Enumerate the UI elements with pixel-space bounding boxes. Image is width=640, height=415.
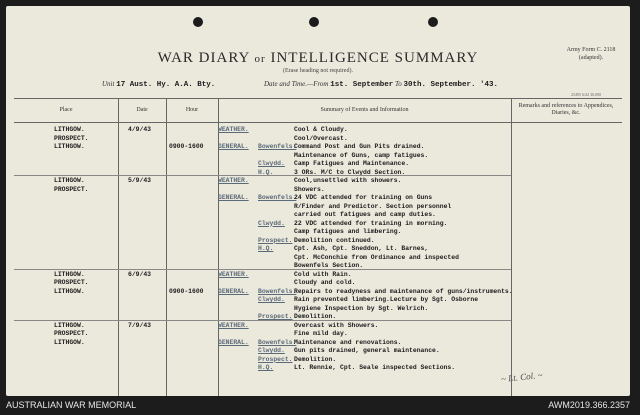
entry-location: Bowenfels. bbox=[258, 287, 297, 295]
entry-location: Prospect. bbox=[258, 355, 293, 363]
entry-place: PROSPECT. bbox=[54, 134, 89, 142]
entry-key: WEATHER. bbox=[218, 321, 249, 329]
entry-place: LITHGOW. bbox=[54, 338, 85, 346]
entry-location: Clwydd. bbox=[258, 347, 285, 354]
entry-text: Command Post and Gun Pits drained. bbox=[294, 143, 425, 150]
column-header-summary: Summary of Events and Information bbox=[320, 106, 409, 113]
date-time-label: Date and Time.—From bbox=[264, 80, 329, 88]
entry-location: H.Q. bbox=[258, 245, 274, 252]
entry-place: PROSPECT. bbox=[54, 279, 89, 286]
entry-date: 4/9/43 bbox=[128, 126, 152, 133]
entry-location: Bowenfels. bbox=[258, 143, 297, 150]
entry-text: Bowenfels Section. bbox=[294, 262, 364, 269]
entry-text: Hygiene Inspection by Sgt. Welrich. bbox=[294, 304, 429, 312]
entry-text: 22 VDC attended for training in morning. bbox=[294, 219, 448, 227]
entry-text: Cpt. Ash, Cpt. Sneddon, Lt. Barnes, bbox=[294, 245, 429, 252]
entry-date: 5/9/43 bbox=[128, 177, 152, 184]
entry-place: LITHGOW. bbox=[54, 143, 85, 150]
entry-text: Cool & Cloudy. bbox=[294, 126, 348, 133]
entry-text: 3 ORs. M/C to Clwydd Section. bbox=[294, 168, 406, 176]
adapted-note: (adapted). bbox=[578, 55, 604, 61]
footer-accession-number: AWM2019.366.2357 bbox=[548, 400, 630, 410]
entry-text: Overcast with Showers. bbox=[294, 321, 379, 329]
entry-key: WEATHER. bbox=[218, 126, 249, 133]
entry-separator bbox=[14, 269, 511, 270]
entry-date: 6/9/43 bbox=[128, 270, 152, 278]
punch-hole bbox=[428, 17, 438, 27]
entry-location: H.Q. bbox=[258, 364, 274, 371]
entry-key: GENERAL. bbox=[218, 194, 249, 201]
entry-text: Cool/Overcast. bbox=[294, 134, 348, 142]
entry-place: LITHGOW. bbox=[54, 126, 85, 133]
entry-location: H.Q. bbox=[258, 168, 274, 176]
document-title bbox=[6, 50, 630, 67]
entry-text: Lt. Rennie, Cpt. Seale inspected Sections. bbox=[294, 364, 456, 371]
entry-text: Demolition continued. bbox=[294, 236, 375, 244]
entry-key: GENERAL. bbox=[218, 143, 249, 150]
entry-date: 7/9/43 bbox=[128, 321, 152, 329]
entry-text: 24 VDC attended for training on Guns bbox=[294, 194, 433, 201]
column-header-hour: Hour bbox=[185, 106, 199, 113]
entry-location: Prospect. bbox=[258, 313, 293, 320]
entry-text: Showers. bbox=[294, 185, 325, 193]
entry-hour: 0900-1600 bbox=[169, 287, 204, 295]
column-header-remarks: Remarks and references to Appendices, Diaries, &c. bbox=[518, 103, 614, 116]
entry-text: Camp Fatigues and Maintenance. bbox=[294, 160, 410, 167]
entry-place: LITHGOW. bbox=[54, 321, 85, 329]
title-intelligence-summary: INTELLIGENCE SUMMARY bbox=[270, 50, 479, 66]
entry-place: LITHGOW. bbox=[54, 177, 85, 184]
entry-location: Bowenfels. bbox=[258, 194, 297, 201]
entry-text: Repairs to readyness and maintenance of guns/instruments. bbox=[294, 287, 513, 295]
punch-hole bbox=[193, 17, 203, 27]
entry-text: Cloudy and cold. bbox=[294, 279, 356, 286]
entry-text: Camp fatigues and limbering. bbox=[294, 228, 402, 235]
entry-text: Fine mild day. bbox=[294, 330, 348, 337]
title-war-diary: WAR DIARY bbox=[157, 50, 250, 66]
entry-key: GENERAL. bbox=[218, 287, 249, 295]
entry-text: Cool,unsettled with showers. bbox=[294, 177, 402, 184]
to-label: To bbox=[395, 80, 402, 88]
column-divider bbox=[511, 98, 512, 396]
entry-text: Cold with Rain. bbox=[294, 270, 352, 278]
entry-key: WEATHER. bbox=[218, 270, 249, 278]
entry-text: Demolition. bbox=[294, 313, 337, 320]
entry-text: Gun pits drained, general maintenance. bbox=[294, 347, 440, 354]
form-code: 25495 6/42 30,000 bbox=[571, 92, 602, 97]
entry-separator bbox=[14, 320, 511, 321]
column-divider bbox=[118, 98, 119, 396]
entry-key: GENERAL. bbox=[218, 338, 249, 346]
entry-text: R/Finder and Predictor. Section personnel bbox=[294, 202, 452, 210]
subtitle: (Erase heading not required). bbox=[283, 68, 353, 74]
from-value: 1st. September bbox=[330, 81, 394, 89]
title-or: or bbox=[254, 53, 266, 65]
to-value: 30th. September. '43. bbox=[403, 81, 499, 89]
unit-field bbox=[102, 80, 215, 89]
entry-location: Clwydd. bbox=[258, 160, 285, 167]
entry-text: Rain prevented limbering.Lecture by Sgt. Osborne bbox=[294, 296, 479, 303]
entry-text: Demolition. bbox=[294, 355, 337, 363]
entry-place: LITHGOW. bbox=[54, 270, 85, 278]
entry-location: Prospect. bbox=[258, 236, 293, 244]
unit-value: 17 Aust. Hy. A.A. Bty. bbox=[116, 81, 216, 89]
entry-place: PROSPECT. bbox=[54, 330, 89, 337]
signature: ~ Lt. Col. ~ bbox=[500, 369, 543, 385]
entry-text: carried out fatigues and camp duties. bbox=[294, 211, 436, 218]
column-header-date: Date bbox=[136, 106, 148, 113]
entry-location: Bowenfels. bbox=[258, 338, 297, 346]
column-divider bbox=[166, 98, 167, 396]
date-range-field bbox=[264, 80, 498, 89]
entry-location: Clwydd. bbox=[258, 219, 285, 227]
entry-text: Maintenance of Guns, camp fatigues. bbox=[294, 151, 429, 159]
punch-hole bbox=[309, 17, 319, 27]
unit-label: Unit bbox=[102, 80, 115, 88]
entry-text: Maintenance and renovations. bbox=[294, 338, 402, 346]
footer-institution: AUSTRALIAN WAR MEMORIAL bbox=[6, 400, 137, 410]
entry-location: Clwydd. bbox=[258, 296, 285, 303]
army-form-number: Army Form C. 2118 bbox=[566, 47, 616, 53]
entry-text: Cpt. McConchie from Ordinance and inspected bbox=[294, 253, 459, 261]
table-header-rule bbox=[14, 122, 622, 123]
entry-key: WEATHER. bbox=[218, 177, 249, 184]
entry-hour: 0900-1600 bbox=[169, 143, 204, 150]
entry-separator bbox=[14, 175, 511, 176]
column-header-place: Place bbox=[59, 106, 73, 113]
entry-place: PROSPECT. bbox=[54, 185, 89, 193]
diary-sheet bbox=[6, 6, 630, 396]
entry-place: LITHGOW. bbox=[54, 287, 85, 295]
